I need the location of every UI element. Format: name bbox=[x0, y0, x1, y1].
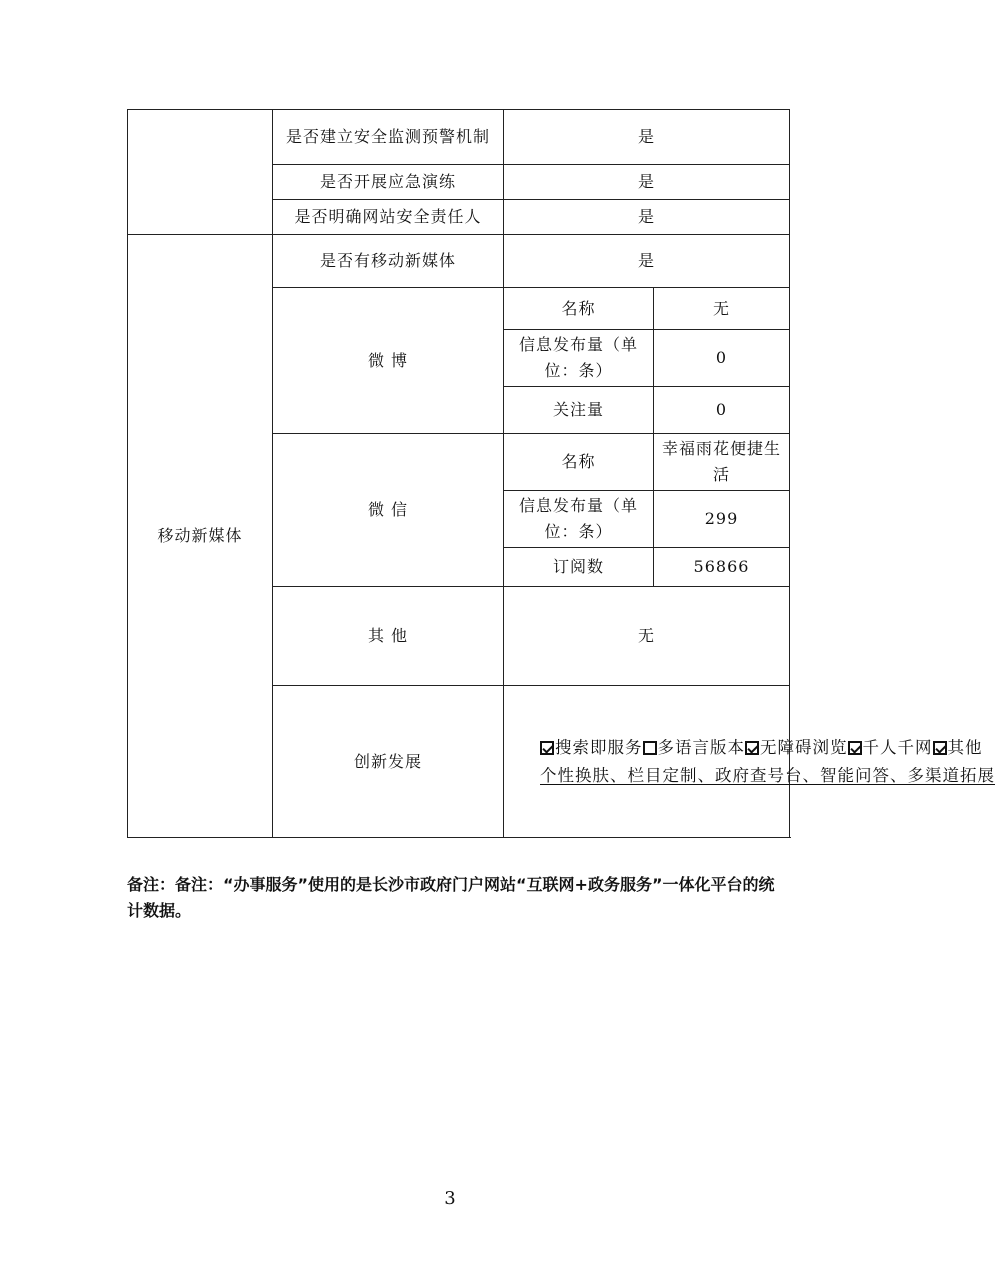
wechat-field-label: 名称 bbox=[504, 434, 654, 491]
option-personalized[interactable]: 千人千网 bbox=[848, 738, 933, 757]
weibo-field-label: 关注量 bbox=[504, 387, 654, 434]
wechat-field-label: 订阅数 bbox=[504, 548, 654, 587]
weibo-field-label: 名称 bbox=[504, 288, 654, 330]
weibo-field-value: 0 bbox=[654, 330, 790, 387]
innovation-content bbox=[504, 686, 995, 838]
option-accessibility[interactable]: 无障碍浏览 bbox=[745, 738, 848, 757]
checkbox-checked-icon[interactable] bbox=[745, 741, 759, 755]
weibo-field-label: 信息发布量（单位：条） bbox=[504, 330, 654, 387]
checkbox-checked-icon[interactable] bbox=[933, 741, 947, 755]
security-answer: 是 bbox=[504, 110, 790, 165]
footnote: 备注：备注：“办事服务”使用的是长沙市政府门户网站“互联网+政务服务”一体化平台的统计数据。 bbox=[127, 875, 775, 920]
option-other[interactable]: 其他 bbox=[933, 738, 983, 757]
checkbox-unchecked-icon[interactable] bbox=[643, 741, 657, 755]
innovation-options bbox=[540, 734, 983, 762]
option-multi-language[interactable]: 多语言版本 bbox=[643, 738, 746, 757]
media-section-label: 移动新媒体 bbox=[128, 235, 273, 838]
other-label: 其 他 bbox=[273, 587, 504, 686]
page-number: 3 bbox=[444, 1188, 456, 1209]
weibo-field-value: 无 bbox=[654, 288, 790, 330]
security-section-cell bbox=[128, 110, 273, 235]
checkbox-checked-icon[interactable] bbox=[540, 741, 554, 755]
report-table bbox=[127, 109, 995, 838]
wechat-field-value: 299 bbox=[654, 491, 790, 548]
checkbox-checked-icon[interactable] bbox=[848, 741, 862, 755]
wechat-label: 微 信 bbox=[273, 434, 504, 587]
other-value: 无 bbox=[504, 587, 790, 686]
security-question: 是否开展应急演练 bbox=[273, 165, 504, 200]
wechat-field-value: 幸福雨花便捷生活 bbox=[654, 434, 790, 491]
innovation-label: 创新发展 bbox=[273, 686, 504, 838]
has-media-answer: 是 bbox=[504, 235, 790, 288]
wechat-field-label: 信息发布量（单位：条） bbox=[504, 491, 654, 548]
security-question: 是否建立安全监测预警机制 bbox=[273, 110, 504, 165]
innovation-other-detail: 个性换肤、栏目定制、政府查号台、智能问答、多渠道拓展 bbox=[540, 765, 995, 785]
wechat-field-value: 56866 bbox=[654, 548, 790, 587]
has-media-question: 是否有移动新媒体 bbox=[273, 235, 504, 288]
security-answer: 是 bbox=[504, 165, 790, 200]
option-search-as-service[interactable]: 搜索即服务 bbox=[540, 738, 643, 757]
security-question: 是否明确网站安全责任人 bbox=[273, 200, 504, 235]
security-answer: 是 bbox=[504, 200, 790, 235]
weibo-field-value: 0 bbox=[654, 387, 790, 434]
weibo-label: 微 博 bbox=[273, 288, 504, 434]
